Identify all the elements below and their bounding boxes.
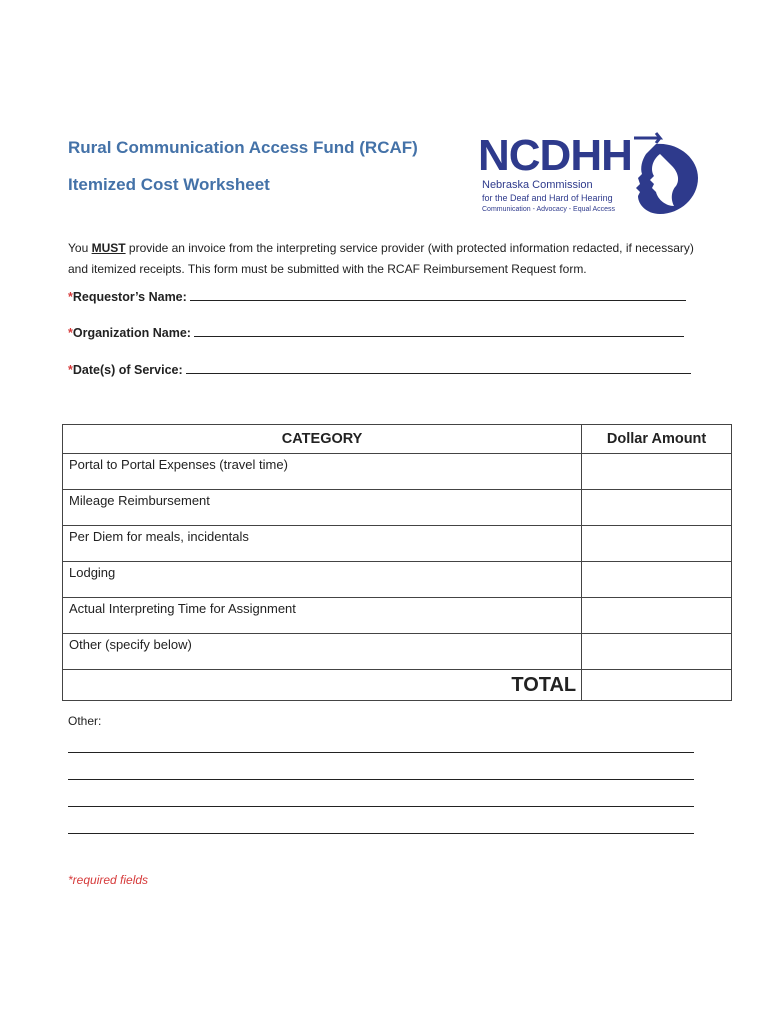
amount-cell[interactable]: [582, 526, 732, 562]
organization-name-input-line[interactable]: [194, 324, 684, 337]
intro-emphasis: MUST: [91, 241, 126, 255]
other-input-line[interactable]: [68, 806, 694, 807]
required-fields-note: *required fields: [68, 873, 149, 887]
logo-acronym: NCDHH: [478, 131, 632, 180]
dates-of-service-label: Date(s) of Service:: [72, 363, 187, 377]
other-input-line[interactable]: [68, 833, 694, 834]
ncdhh-logo: [476, 132, 708, 218]
table-row: [63, 490, 732, 526]
organization-name-field[interactable]: [68, 324, 684, 340]
logo-line3: Communication - Advocacy - Equal Access: [482, 206, 616, 213]
form-subtitle: Itemized Cost Worksheet: [68, 175, 270, 194]
intro-prefix: You: [68, 241, 92, 255]
amount-cell[interactable]: [582, 634, 732, 670]
dates-of-service-field[interactable]: [68, 361, 691, 377]
intro-suffix: provide an invoice from the interpreting service provider (with protected information redacted, if necessary) and itemized receipts. This form must be submitted with the RCAF Reimbursement Request form.: [68, 241, 694, 276]
requestor-name-input-line[interactable]: [190, 288, 686, 301]
table-row: [63, 454, 732, 490]
instructions-paragraph: [68, 238, 708, 280]
amount-cell[interactable]: [582, 562, 732, 598]
form-title: Rural Communication Access Fund (RCAF): [68, 138, 418, 157]
logo-line1: Nebraska Commission: [482, 179, 593, 191]
table-row: [63, 562, 732, 598]
required-asterisk: *: [68, 363, 73, 377]
table-row: [63, 526, 732, 562]
category-cell: Other (specify below): [63, 634, 582, 670]
total-row: [63, 670, 732, 701]
other-input-line[interactable]: [68, 752, 694, 753]
amount-cell[interactable]: [582, 490, 732, 526]
faces-emblem-icon: [616, 132, 708, 218]
other-input-line[interactable]: [68, 779, 694, 780]
requestor-name-field[interactable]: [68, 288, 686, 304]
itemized-cost-table: [62, 424, 732, 701]
category-cell: Mileage Reimbursement: [63, 490, 582, 526]
amount-cell[interactable]: [582, 598, 732, 634]
category-cell: Lodging: [63, 562, 582, 598]
category-cell: Per Diem for meals, incidentals: [63, 526, 582, 562]
total-label: TOTAL: [63, 670, 582, 701]
table-header-row: [63, 425, 732, 454]
table-row: [63, 598, 732, 634]
category-cell: Portal to Portal Expenses (travel time): [63, 454, 582, 490]
dollar-amount-header: Dollar Amount: [582, 425, 732, 454]
category-cell: Actual Interpreting Time for Assignment: [63, 598, 582, 634]
requestor-name-label: Requestor’s Name:: [72, 290, 191, 304]
amount-cell[interactable]: [582, 454, 732, 490]
required-asterisk: *: [68, 326, 73, 340]
logo-line2: for the Deaf and Hard of Hearing: [482, 193, 613, 203]
required-asterisk: *: [68, 290, 73, 304]
other-label: Other:: [68, 714, 102, 728]
total-amount-cell[interactable]: [582, 670, 732, 701]
category-header: CATEGORY: [63, 425, 582, 454]
dates-of-service-input-line[interactable]: [186, 361, 691, 374]
table-row: [63, 634, 732, 670]
organization-name-label: Organization Name:: [72, 326, 195, 340]
